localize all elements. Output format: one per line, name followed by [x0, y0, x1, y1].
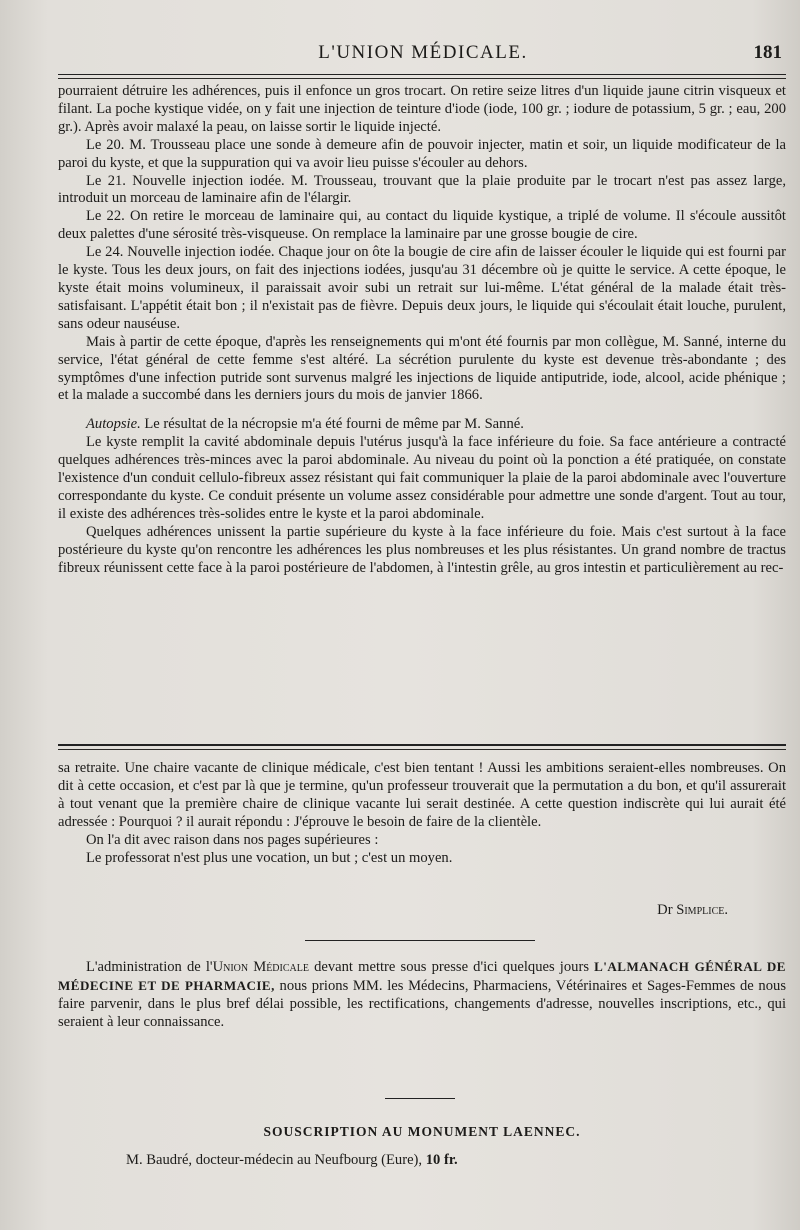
article-paragraph: pourraient détruire les adhérences, puis il enfonce un gros trocart. On retire seize litres d'un liquide jaune citrin visqueux et filant. La poche kystique vidée, on y fait une injection de teinture d'iode (iode, 100 gr. ; iodure de potassium, 5 gr. ; eau, 200 gr.). Après avoir malaxé la peau, on laisse sortir le liquide injecté. [58, 83, 786, 135]
subscription-line [58, 1152, 786, 1170]
notice-journal: Union Médicale [212, 959, 309, 975]
article-paragraph: Quelques adhérences unissent la partie supérieure du kyste à la face inférieure du foie. Mais c'est surtout à la face postérieure du kyste qu'on rencontre les adhérences les plus nombreuses et les plus résistantes. Un grand nombre de tractus fibreux réunissent cette face à la paroi postérieure de l'abdomen, à l'intestin grêle, au gros intestin et particulièrement au rec- [58, 523, 786, 576]
feuilleton-rule-thin [58, 749, 786, 750]
notice-text-before: L'administration de l' [86, 959, 213, 975]
header-rule [58, 74, 786, 75]
article-paragraph: Le 21. Nouvelle injection iodée. M. Trousseau, trouvant que la plaie produite par le trocart n'est pas assez large, introduit un morceau de laminaire afin de l'élargir. [58, 172, 786, 207]
notice-almanach: L'ALMANACH GÉNÉRAL DE MÉDECINE ET DE PHARMACIE, [58, 959, 786, 993]
subscription-rule [385, 1098, 455, 1099]
signature-name: Simplice. [676, 902, 728, 918]
notice-body [58, 958, 786, 1032]
signature-prefix: Dr [657, 902, 673, 918]
page-number: 181 [753, 42, 782, 63]
notice-text-middle: devant mettre sous presse d'ici quelques jours [308, 959, 595, 975]
article-paragraph: Mais à partir de cette époque, d'après les renseignements qui m'ont été fournis par mon collègue, M. Sanné, interne du service, l'état général de cette femme s'est altéré. La sécrétion purulente du kyste est devenue très-abondante ; des symptômes d'une infection putride sont survenus malgré les injections de liquide antiputride, iode, alcool, acide phénique ; et la malade a succombé dans les derniers jours du mois de janvier 1866. [58, 333, 786, 404]
subscription-entry [58, 1152, 786, 1170]
subscription-entry-text: M. Baudré, docteur-médecin au Neufbourg (Eure), [126, 1152, 423, 1168]
page-header [58, 36, 788, 72]
subscription-title: SOUSCRIPTION AU MONUMENT LAENNEC. [263, 1124, 581, 1139]
feuilleton-quote: Le professorat n'est plus une vocation, un but ; c'est un moyen. [86, 849, 453, 866]
article-paragraph: Le 24. Nouvelle injection iodée. Chaque jour on ôte la bougie de cire afin de laisser écouler le liquide qui est fourni par le kyste. Tous les deux jours, on fait des injections iodées, jusqu'au 31 décembre où je quitte le service. A cette époque, le kyste était moins volumineux, il paraissait avoir subi un retrait sur lui-même. L'état général de la malade était très-satisfaisant. L'appétit était bon ; il n'existait pas de fièvre. Depuis deux jours, le liquide qui s'écoulait était louche, purulent, sans odeur nauséuse. [58, 244, 786, 332]
journal-title: L'UNION MÉDICALE. [318, 42, 528, 63]
autopsy-intro: Le résultat de la nécropsie m'a été fourni de même par M. Sanné. [144, 416, 524, 433]
feuilleton-body [58, 760, 786, 867]
article-body [58, 83, 786, 577]
signature [58, 902, 728, 919]
autopsy-paragraph [58, 416, 786, 434]
section-rule [305, 940, 535, 941]
feuilleton-paragraph: sa retraite. Une chaire vacante de clinique médicale, c'est bien tentant ! Aussi les ambitions seraient-elles nombreuses. On dit à cette occasion, et c'est par là que je termine, qu'un professeur trouverait que la permutation a du bon, et qu'il assurerait à tout venant que la première chaire de clinique vacante lui serait destinée. A cette question indiscrète qui lui aurait été adressée : Pourquoi ? il aurait répondu : J'éprouve le besoin de faire de la clientèle. [58, 760, 786, 830]
article-paragraph: Le kyste remplit la cavité abdominale depuis l'utérus jusqu'à la face inférieure du foie. Sa face antérieure a contracté quelques adhérences très-minces avec la paroi abdominale. Au niveau du point où la ponction a été pratiquée, on constate l'existence d'un conduit cellulo-fibreux assez résistant qui fait communiquer la plaie de la paroi abdominale avec l'ouverture correspondante du kyste. Ce conduit présente un volume assez considérable pour admettre une sonde d'argent. Tout au tour, il existe des adhérences très-solides entre le kyste et la paroi abdominale. [58, 434, 786, 522]
feuilleton-rule [58, 744, 786, 746]
article-paragraph: Le 22. On retire le morceau de laminaire qui, au contact du liquide kystique, a triplé de volume. Il s'écoule aussitôt deux palettes d'une sérosité très-visqueuse. On remplace la laminaire par une grosse bougie de cire. [58, 208, 786, 243]
autopsy-label: Autopsie. [86, 416, 141, 433]
feuilleton-paragraph: On l'a dit avec raison dans nos pages supérieures : [86, 831, 379, 848]
header-rule-thin [58, 78, 786, 79]
notice-paragraph [58, 958, 786, 1032]
notice-text-after: nous prions MM. les Médecins, Pharmaciens, Vétérinaires et Sages-Femmes de nous faire parvenir, dans le plus bref délai possible, les rectifications, changements d'adresse, nouvelles inscriptions, etc., qui seraient à leur connaissance. [58, 977, 786, 1030]
article-paragraph: Le 20. M. Trousseau place une sonde à demeure afin de pouvoir injecter, matin et soir, un liquide modificateur de la paroi du kyste, et que la suppuration qui va avoir lieu puisse s'écouler au dehors. [58, 136, 786, 171]
subscription-amount: 10 fr. [425, 1152, 458, 1168]
